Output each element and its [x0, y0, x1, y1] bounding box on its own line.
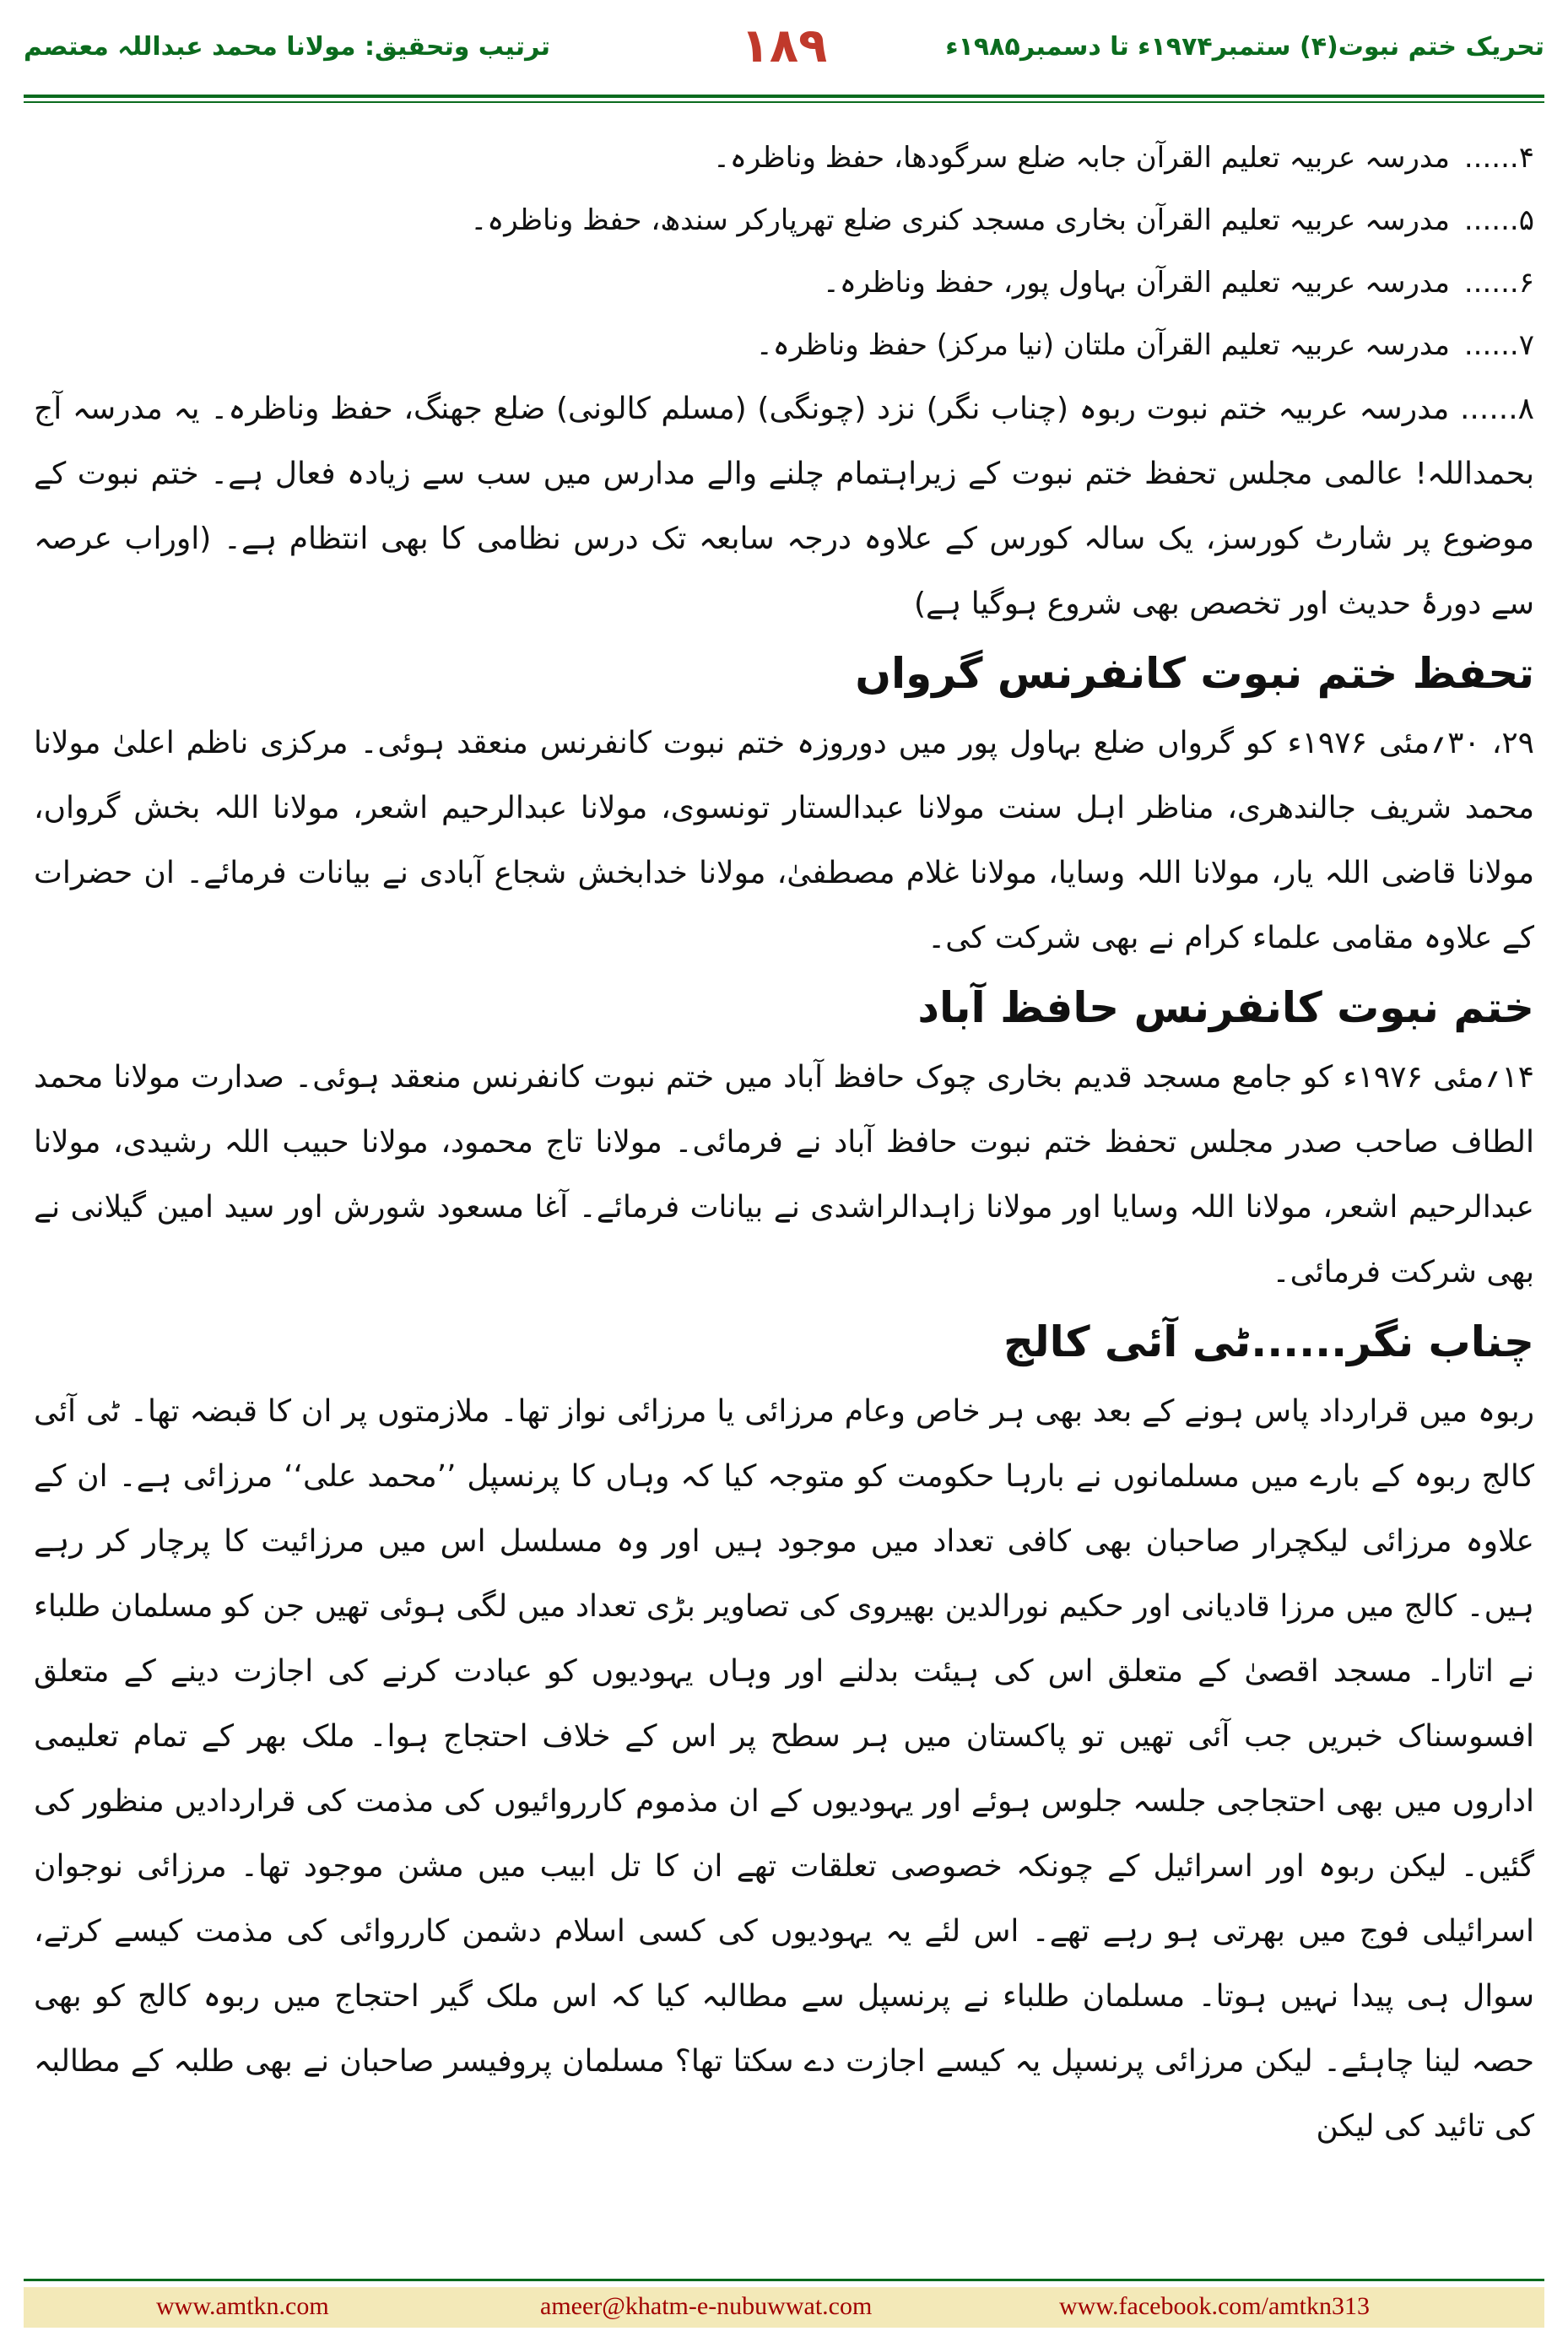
list-item-text: مدرسہ عربیہ ختم نبوت ربوہ (چناب نگر) نزد (چونگی) (مسلم کالونی) ضلع جھنگ، حفظ وناظرہ۔ یہ مدرسہ آج بحمداللہ! عالمی مجلس تحفظ ختم نبوت کے زیراہتمام چلنے والے مدارس میں سب سے زیادہ فعال ہے۔ ختم نبوت کے موضوع پر شارٹ کورسز، یک سالہ کورس کے علاوہ درجہ سابعہ تک درس نظامی کا بھی انتظام ہے۔ (اوراب عرصہ سے دورۂ حدیث اور تخصص بھی شروع ہوگیا ہے)	[34, 392, 1534, 621]
list-item-number: ۶......	[1463, 266, 1534, 300]
footer-facebook-link[interactable]: www.facebook.com/amtkn313	[1059, 2292, 1370, 2320]
footer-email-link[interactable]: ameer@khatm-e-nubuwwat.com	[540, 2292, 873, 2320]
list-item-text: مدرسہ عربیہ تعلیم القرآن بخاری مسجد کنری ضلع تھرپارکر سندھ، حفظ وناظرہ۔	[470, 203, 1450, 237]
list-item	[34, 314, 1534, 376]
header-rule	[24, 95, 1544, 98]
list-item-text: مدرسہ عربیہ تعلیم القرآن بہاول پور، حفظ وناظرہ۔	[822, 266, 1450, 300]
list-item-8	[34, 376, 1534, 636]
list-item	[34, 252, 1534, 314]
book-title: تحریک ختم نبوت(۴) ستمبر۱۹۷۴ء تا دسمبر۱۹۸۵ء	[945, 32, 1544, 62]
section-body-hafizabad: ۱۴؍مئی ۱۹۷۶ء کو جامع مسجد قدیم بخاری چوک حافظ آباد میں ختم نبوت کانفرنس منعقد ہوئی۔ صدارت مولانا محمد الطاف صاحب صدر مجلس تحفظ ختم نبوت حافظ آباد نے فرمائی۔ مولانا تاج محمود، مولانا حبیب اللہ رشیدی، مولانا عبدالرحیم اشعر، مولانا اللہ وسایا اور مولانا زاہدالراشدی نے بیانات فرمائے۔ آغا مسعود شورش اور سید امین گیلانی نے بھی شرکت فرمائی۔	[34, 1060, 1534, 1290]
list-item-number: ۸......	[1459, 392, 1534, 426]
section-body-garwan: ۲۹، ۳۰؍مئی ۱۹۷۶ء کو گرواں ضلع بہاول پور میں دوروزہ ختم نبوت کانفرنس منعقد ہوئی۔ مرکزی ناظم اعلیٰ مولانا محمد شریف جالندھری، مناظر اہل سنت مولانا عبدالستار تونسوی، مولانا عبدالرحیم اشعر، مولانا اللہ بخش گرواں، مولانا قاضی اللہ یار، مولانا اللہ وسایا، مولانا غلام مصطفیٰ، مولانا خدابخش شجاع آبادی نے بیانات فرمائے۔ ان حضرات کے علاوہ مقامی علماء کرام نے بھی شرکت کی۔	[34, 726, 1535, 955]
compiler-credit: ترتیب وتحقیق: مولانا محمد عبداللہ معتصم	[24, 32, 550, 62]
page-header	[0, 0, 1568, 101]
section-heading-hafizabad: ختم نبوت کانفرنس حافظ آباد	[917, 983, 1534, 1032]
section-heading-garwan: تحفظ ختم نبوت کانفرنس گرواں	[855, 649, 1534, 698]
header-rule-thin	[24, 101, 1544, 103]
list-item	[34, 127, 1534, 189]
footer-website-link[interactable]: www.amtkn.com	[156, 2292, 329, 2320]
section-body-ti-college: ربوہ میں قرارداد پاس ہونے کے بعد بھی ہر خاص وعام مرزائی یا مرزائی نواز تھا۔ ملازمتوں پر ان کا قبضہ تھا۔ ٹی آئی کالج ربوہ کے بارے میں مسلمانوں نے بارہا حکومت کو متوجہ کیا کہ وہاں کا پرنسپل ’’محمد علی‘‘ مرزائی ہے۔ ان کے علاوہ مرزائی لیکچرار صاحبان بھی کافی تعداد میں موجود ہیں اور وہ مسلسل اس میں مرزائیت کا پرچار کر رہے ہیں۔ کالج میں مرزا قادیانی اور حکیم نورالدین بھیروی کی تصاویر بڑی تعداد میں لگی ہوئی تھیں جن کو مسلمان طلباء نے اتارا۔ مسجد اقصیٰ کے متعلق اس کی ہیئت بدلنے اور وہاں یہودیوں کو عبادت کرنے کی اجازت دینے کے متعلق افسوسناک خبریں جب آئی تھیں تو پاکستان میں ہر سطح پر اس کے خلاف احتجاج ہوا۔ ملک بھر کے تمام تعلیمی اداروں میں بھی احتجاجی جلسہ جلوس ہوئے اور یہودیوں کے ان مذموم کارروائیوں کی مذمت کی قراردادیں منظور کی گئیں۔ لیکن ربوہ اور اسرائیل کے چونکہ خصوصی تعلقات تھے ان کا تل ابیب میں مشن موجود تھا۔ مرزائی نوجوان اسرائیلی فوج میں بھرتی ہو رہے تھے۔ اس لئے یہ یہودیوں کی کسی اسلام دشمن کارروائی کی مذمت کیسے کرتے، سوال ہی پیدا نہیں ہوتا۔ مسلمان طلباء نے پرنسپل سے مطالبہ کیا کہ اس ملک گیر احتجاج میں ربوہ کالج کو بھی حصہ لینا چاہئے۔ لیکن مرزائی پرنسپل یہ کیسے اجازت دے سکتا تھا؟ مسلمان پروفیسر صاحبان نے بھی طلبہ کے مطالبہ کی تائید کی لیکن	[34, 1394, 1534, 2144]
list-item-number: ۴......	[1463, 141, 1534, 175]
list-item-number: ۷......	[1463, 328, 1534, 362]
section-heading-ti-college: چناب نگر......ٹی آئی کالج	[1003, 1317, 1534, 1366]
list-item-number: ۵......	[1463, 203, 1534, 237]
footer-rule	[24, 2279, 1544, 2281]
page-number: ۱۸۹	[740, 19, 828, 73]
list-item	[34, 189, 1534, 252]
list-item-text: مدرسہ عربیہ تعلیم القرآن جابہ ضلع سرگودھا، حفظ وناظرہ۔	[712, 141, 1450, 175]
page-content	[34, 127, 1534, 2159]
list-item-text: مدرسہ عربیہ تعلیم القرآن ملتان (نیا مرکز) حفظ وناظرہ۔	[755, 328, 1450, 362]
